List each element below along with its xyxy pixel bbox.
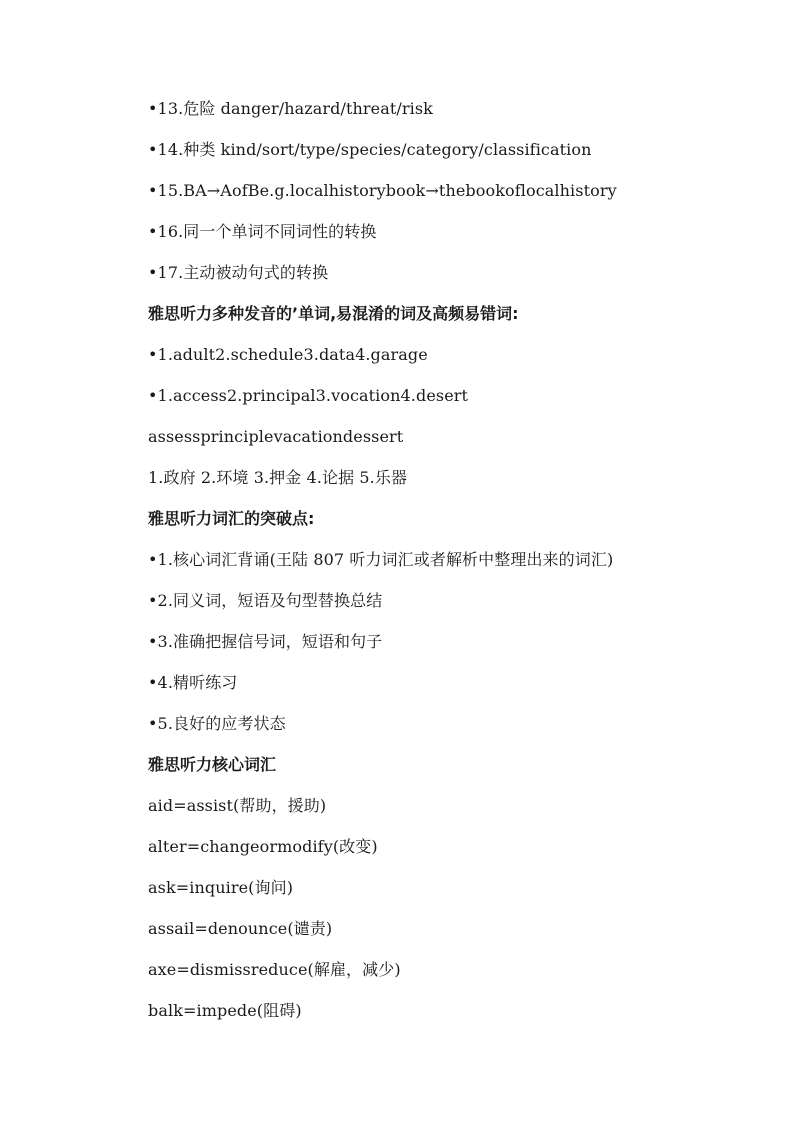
document-page (148, 96, 768, 1039)
list-item: axe=dismissreduce(解雇，减少) (148, 960, 401, 979)
list-item: •15.BA→AofBe.g.localhistorybook→thebookoflocalhistory (148, 181, 617, 200)
list-item: aid=assist(帮助，援助) (148, 796, 327, 815)
list-item: balk=impede(阻碍) (148, 1001, 302, 1020)
list-item: •3.准确把握信号词，短语和句子 (148, 632, 383, 651)
section-heading-pronunciation: 雅思听力多种发音的’单词,易混淆的词及高频易错词: (148, 304, 519, 323)
list-item: •5.良好的应考状态 (148, 714, 286, 733)
list-item: •16.同一个单词不同词性的转换 (148, 222, 377, 241)
section-list-2 (148, 342, 768, 506)
list-item: assail=denounce(谴责) (148, 919, 333, 938)
section-heading-breakthrough: 雅思听力词汇的突破点: (148, 509, 315, 528)
section-list-3 (148, 547, 768, 752)
list-item: •1.adult2.schedule3.data4.garage (148, 345, 428, 364)
list-item: •17.主动被动句式的转换 (148, 263, 329, 282)
list-item: 1.政府 2.环境 3.押金 4.论据 5.乐器 (148, 468, 408, 487)
section-heading-core-vocabulary: 雅思听力核心词汇 (148, 755, 277, 774)
list-item: alter=changeormodify(改变) (148, 837, 378, 856)
list-item: •1.核心词汇背诵(王陆 807 听力词汇或者解析中整理出来的词汇) (148, 550, 614, 569)
list-item: assessprinciplevacationdessert (148, 427, 404, 446)
list-item: •2.同义词，短语及句型替换总结 (148, 591, 383, 610)
list-item: •4.精听练习 (148, 673, 238, 692)
list-item: •1.access2.principal3.vocation4.desert (148, 386, 469, 405)
section-list-1 (148, 96, 768, 301)
list-item: •13.危险 danger/hazard/threat/risk (148, 99, 433, 118)
list-item: ask=inquire(询问) (148, 878, 294, 897)
section-list-4 (148, 793, 768, 1039)
list-item: •14.种类 kind/sort/type/species/category/classification (148, 140, 592, 159)
